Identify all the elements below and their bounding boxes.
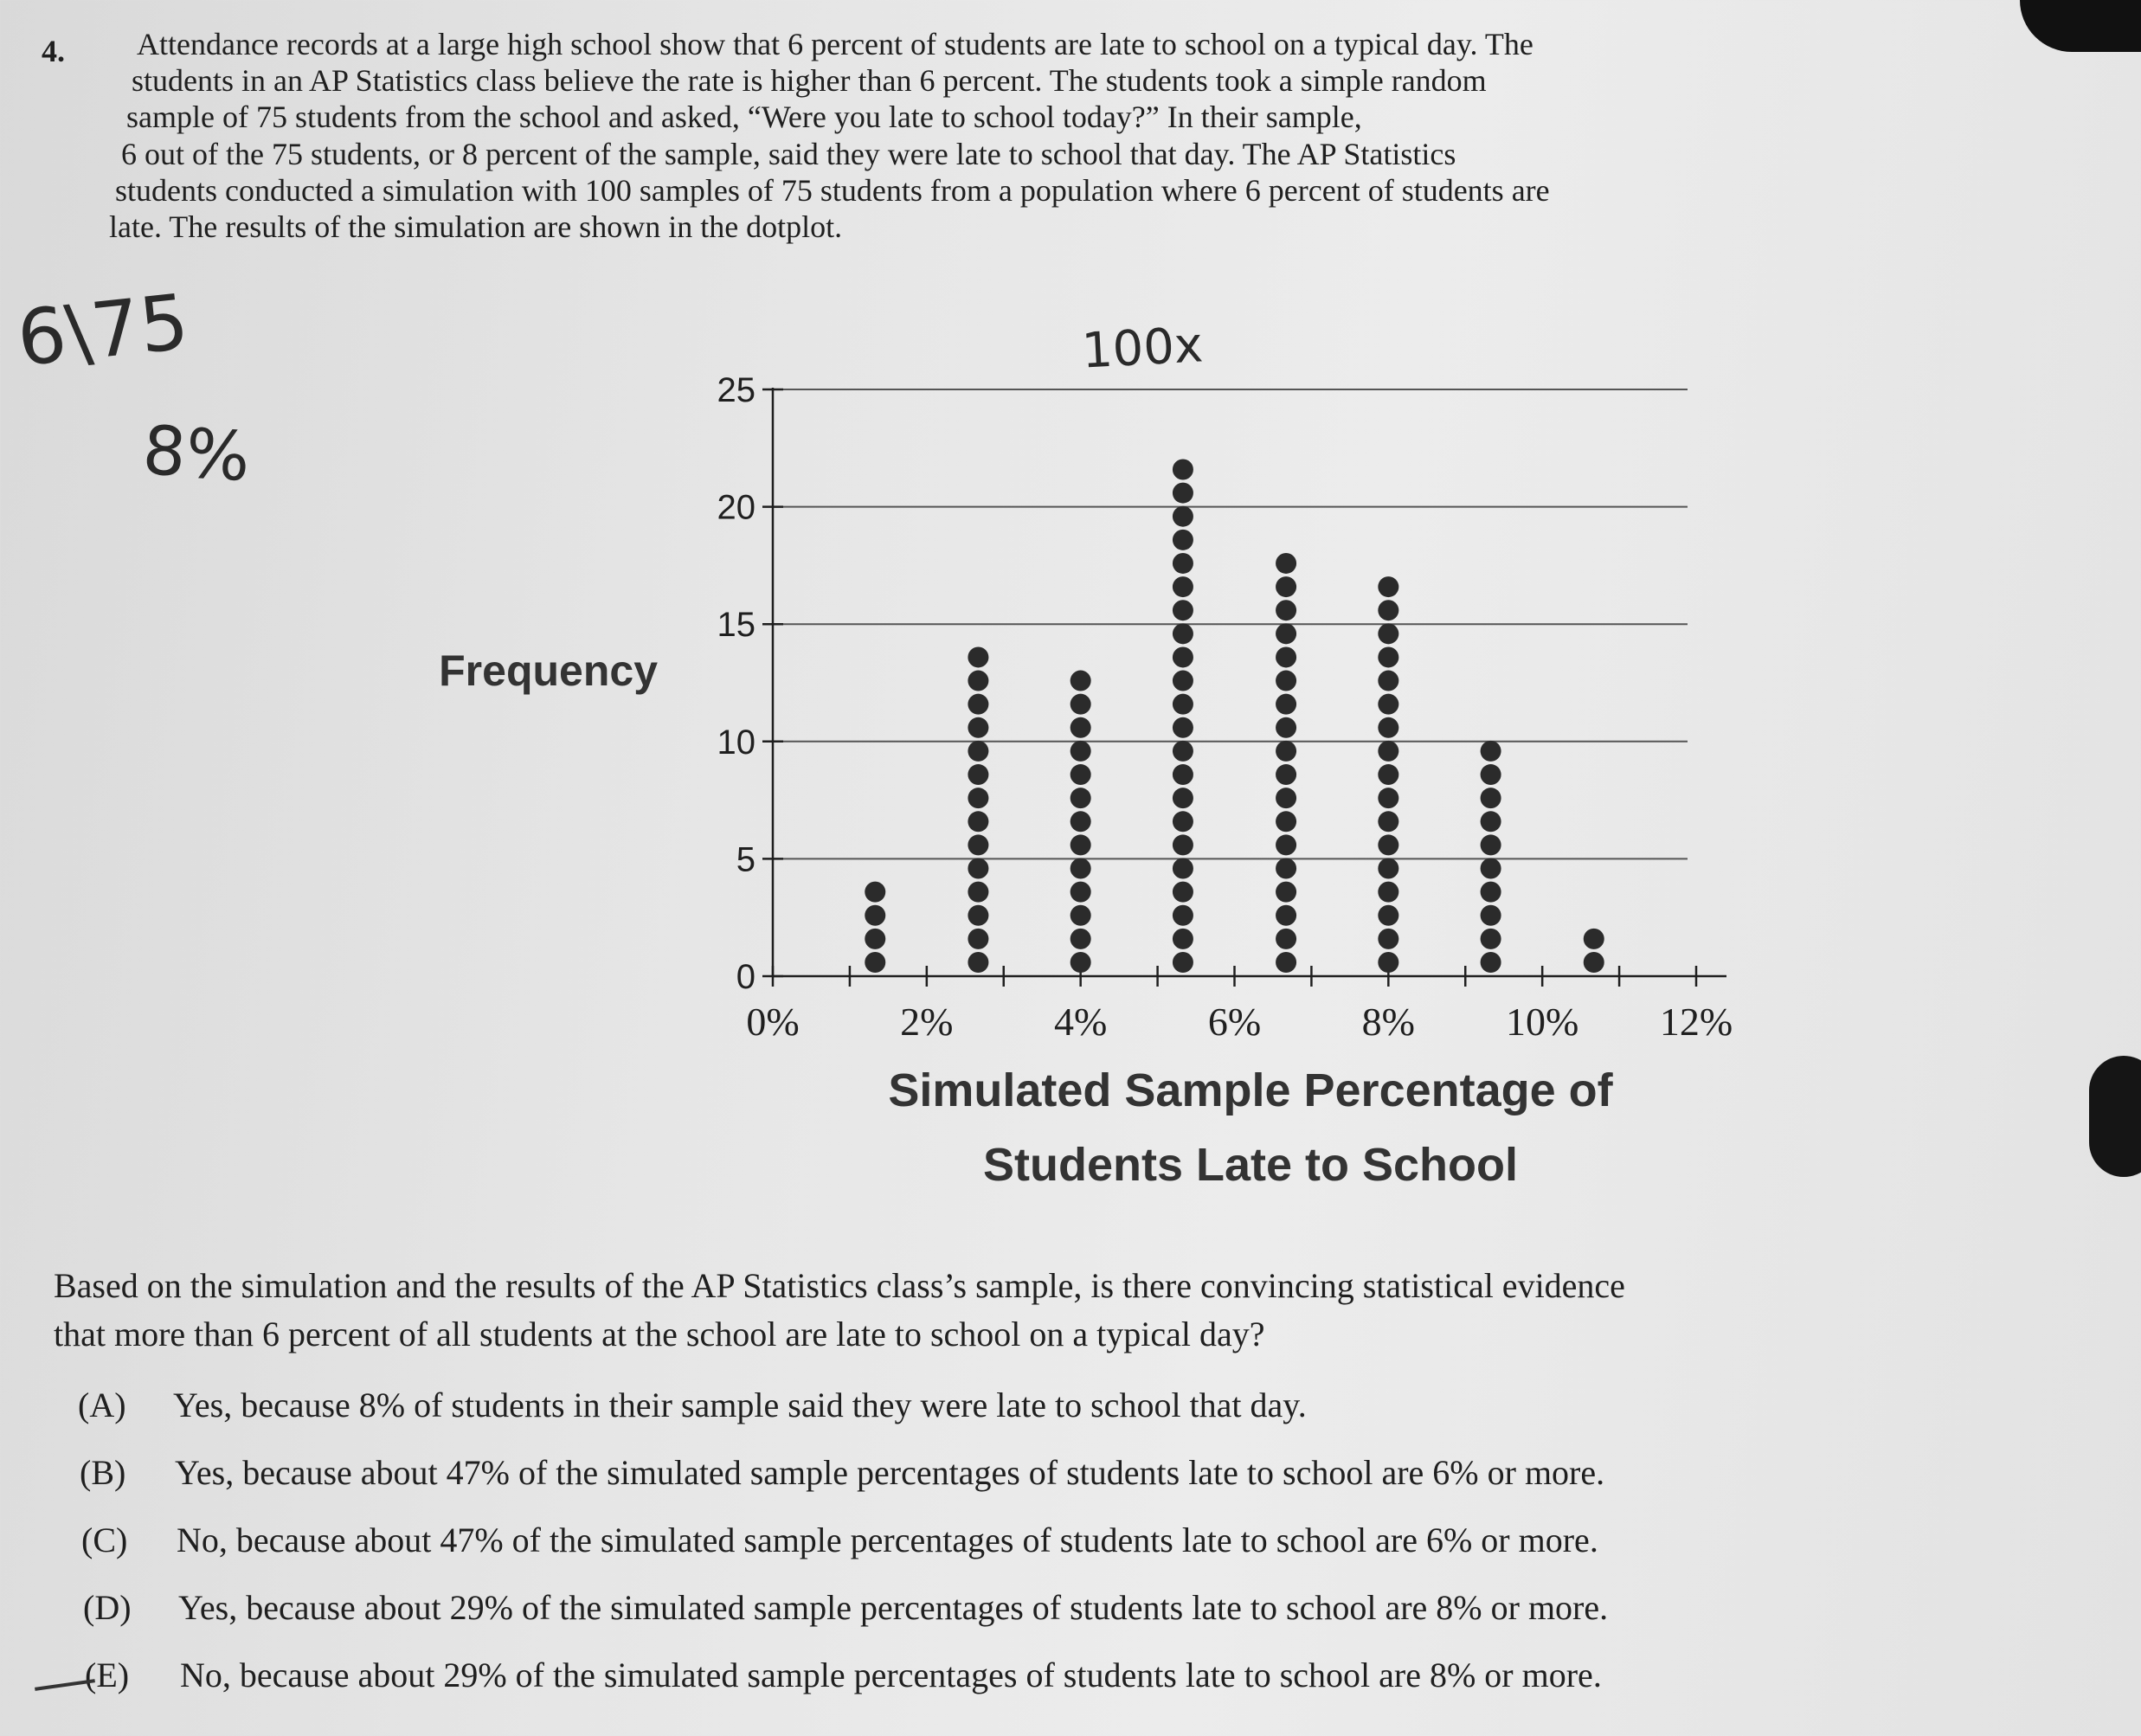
data-point xyxy=(1276,694,1296,715)
data-point xyxy=(1481,929,1501,949)
data-point xyxy=(1481,858,1501,879)
data-point xyxy=(865,929,885,949)
data-point xyxy=(1070,741,1091,762)
handwritten-fraction: 6\75 xyxy=(13,276,193,384)
data-point xyxy=(1378,834,1398,855)
y-tick-label: 5 xyxy=(736,840,755,879)
choice-c xyxy=(81,1520,1598,1560)
data-point xyxy=(968,717,988,738)
data-point xyxy=(1378,741,1398,762)
handwritten-percent: 8% xyxy=(140,411,253,498)
x-tick-label: 12% xyxy=(1659,1000,1733,1044)
data-point xyxy=(968,646,988,667)
x-tick-label: 8% xyxy=(1361,1000,1415,1044)
choice-text: Yes, because 8% of students in their sample said they were late to school that day. xyxy=(173,1386,1307,1424)
data-point xyxy=(1173,929,1193,949)
data-point xyxy=(1173,459,1193,479)
x-tick-label: 10% xyxy=(1506,1000,1579,1044)
data-point xyxy=(1070,858,1091,879)
choice-text: Yes, because about 29% of the simulated sample percentages of students late to school are 8% or more. xyxy=(178,1588,1609,1627)
choice-b xyxy=(80,1452,1604,1493)
data-point xyxy=(968,788,988,808)
data-point xyxy=(1481,811,1501,832)
data-point xyxy=(968,882,988,903)
x-tick-label: 4% xyxy=(1054,1000,1108,1044)
data-point xyxy=(865,882,885,903)
data-point xyxy=(1070,811,1091,832)
data-point xyxy=(1070,952,1091,973)
stem-line: students conducted a simulation with 100 samples of 75 students from a population where 6 percent of students are xyxy=(115,173,1550,208)
data-point xyxy=(1173,530,1193,550)
data-point xyxy=(1276,905,1296,926)
data-point xyxy=(1276,834,1296,855)
data-point xyxy=(1173,882,1193,903)
data-point xyxy=(968,905,988,926)
stem-line: 6 out of the 75 students, or 8 percent of the sample, said they were late to school that day. The AP Statistics xyxy=(121,137,1456,171)
y-tick-label: 15 xyxy=(717,606,755,645)
data-point xyxy=(1378,788,1398,808)
data-point xyxy=(968,764,988,785)
choice-text: No, because about 47% of the simulated sample percentages of students late to school are 6% or more. xyxy=(177,1521,1598,1559)
prompt-line: Based on the simulation and the results of the AP Statistics class’s sample, is there convincing statistical evidence xyxy=(54,1266,1625,1305)
data-point xyxy=(1173,506,1193,527)
data-point xyxy=(968,811,988,832)
choice-letter: (B) xyxy=(80,1453,126,1492)
y-tick-label: 10 xyxy=(717,723,755,762)
choice-d xyxy=(83,1587,1608,1628)
prompt-line: that more than 6 percent of all students at the school are late to school on a typical day? xyxy=(54,1315,1265,1353)
x-tick-label: 0% xyxy=(746,1000,800,1044)
data-point xyxy=(1173,600,1193,620)
stem-line: sample of 75 students from the school and asked, “Were you late to school today?” In their sample, xyxy=(126,100,1362,134)
data-point xyxy=(1173,811,1193,832)
data-point xyxy=(1276,764,1296,785)
data-point xyxy=(1276,858,1296,879)
stem-line: students in an AP Statistics class believe the rate is higher than 6 percent. The students took a simple random xyxy=(132,63,1487,98)
data-point xyxy=(1481,834,1501,855)
data-point xyxy=(1173,576,1193,597)
y-axis-label: Frequency xyxy=(439,646,658,695)
stem-line: Attendance records at a large high school show that 6 percent of students are late to school on a typical day. The xyxy=(137,27,1533,61)
y-tick-label: 25 xyxy=(717,371,755,409)
stem-line: late. The results of the simulation are shown in the dotplot. xyxy=(109,209,843,244)
data-point xyxy=(1378,764,1398,785)
data-point xyxy=(1276,717,1296,738)
data-point xyxy=(1070,788,1091,808)
choice-letter: (A) xyxy=(78,1386,126,1424)
x-axis-label: Students Late to School xyxy=(982,1139,1519,1191)
data-point xyxy=(1070,671,1091,691)
data-point xyxy=(1070,882,1091,903)
data-point xyxy=(1378,646,1398,667)
data-point xyxy=(865,952,885,973)
data-point xyxy=(1070,717,1091,738)
data-point xyxy=(865,905,885,926)
data-point xyxy=(1070,764,1091,785)
data-point xyxy=(1481,882,1501,903)
data-point xyxy=(1173,553,1193,574)
data-point xyxy=(1378,929,1398,949)
data-point xyxy=(1481,788,1501,808)
data-point xyxy=(1584,929,1604,949)
data-point xyxy=(1378,576,1398,597)
data-point xyxy=(1173,788,1193,808)
handwritten-note: 100x xyxy=(1080,317,1205,380)
data-point xyxy=(1276,811,1296,832)
question-number: 4. xyxy=(42,34,65,68)
data-point xyxy=(1276,952,1296,973)
data-point xyxy=(1378,694,1398,715)
data-point xyxy=(1378,671,1398,691)
data-point xyxy=(1378,882,1398,903)
data-point xyxy=(1378,858,1398,879)
data-point xyxy=(1173,858,1193,879)
x-axis-label: Simulated Sample Percentage of xyxy=(888,1064,1613,1116)
y-tick-label: 20 xyxy=(717,488,755,527)
data-point xyxy=(1276,623,1296,644)
data-point xyxy=(1378,811,1398,832)
data-point xyxy=(1173,694,1193,715)
choice-text: No, because about 29% of the simulated sample percentages of students late to school are 8% or more. xyxy=(180,1656,1602,1694)
data-point xyxy=(1173,646,1193,667)
data-point xyxy=(968,952,988,973)
data-point xyxy=(1173,623,1193,644)
data-point xyxy=(1276,671,1296,691)
data-point xyxy=(1173,671,1193,691)
data-point xyxy=(1276,646,1296,667)
data-point xyxy=(1173,905,1193,926)
data-point xyxy=(1173,834,1193,855)
data-point xyxy=(1378,623,1398,644)
data-point xyxy=(968,834,988,855)
data-point xyxy=(1481,741,1501,762)
data-point xyxy=(1070,834,1091,855)
data-point xyxy=(1584,952,1604,973)
data-point xyxy=(1173,483,1193,504)
data-point xyxy=(1276,576,1296,597)
choice-text: Yes, because about 47% of the simulated sample percentages of students late to school are 6% or more. xyxy=(175,1453,1605,1492)
data-point xyxy=(1173,952,1193,973)
data-point xyxy=(968,741,988,762)
data-point xyxy=(1173,717,1193,738)
data-point xyxy=(1481,952,1501,973)
choice-letter: (D) xyxy=(83,1588,132,1627)
data-point xyxy=(1378,600,1398,620)
choice-letter: (C) xyxy=(81,1521,128,1559)
data-point xyxy=(1070,694,1091,715)
data-point xyxy=(1378,717,1398,738)
data-point xyxy=(1070,929,1091,949)
data-point xyxy=(1378,905,1398,926)
data-point xyxy=(1481,764,1501,785)
data-point xyxy=(1070,905,1091,926)
y-tick-label: 0 xyxy=(736,958,755,996)
x-tick-label: 6% xyxy=(1207,1000,1262,1044)
data-point xyxy=(1276,553,1296,574)
data-point xyxy=(1173,764,1193,785)
data-point xyxy=(1276,929,1296,949)
choice-a xyxy=(78,1385,1307,1425)
data-point xyxy=(1276,741,1296,762)
data-point xyxy=(1173,741,1193,762)
data-point xyxy=(968,671,988,691)
data-point xyxy=(1378,952,1398,973)
data-point xyxy=(1276,600,1296,620)
data-point xyxy=(1276,788,1296,808)
choice-e xyxy=(85,1655,1602,1695)
data-point xyxy=(1481,905,1501,926)
x-tick-label: 2% xyxy=(900,1000,954,1044)
data-point xyxy=(1276,882,1296,903)
data-point xyxy=(968,694,988,715)
data-point xyxy=(968,858,988,879)
data-point xyxy=(968,929,988,949)
choice-letter: (E) xyxy=(85,1656,130,1694)
